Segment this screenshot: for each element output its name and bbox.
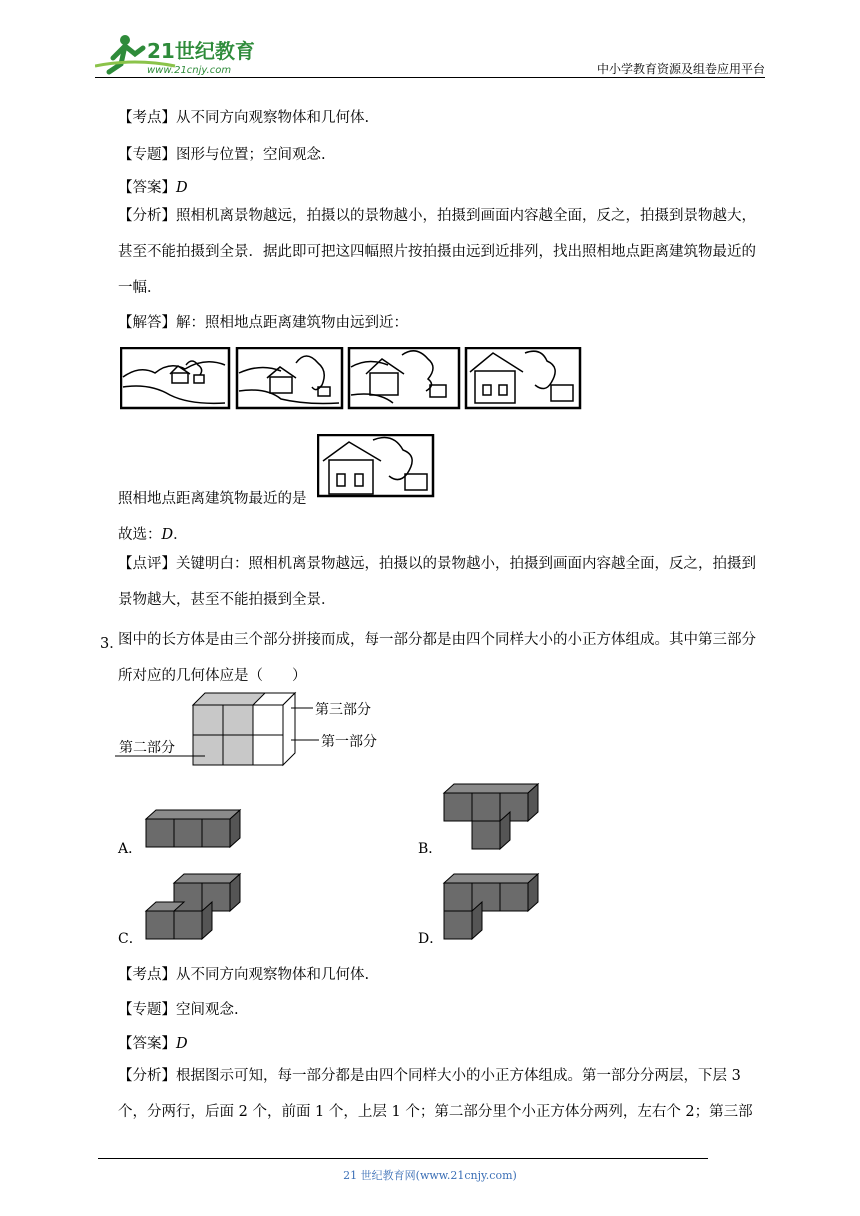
label-part3: 第三部分 [315,702,371,718]
photo-1 [121,348,229,408]
q2-kaodian: 【考点】从不同方向观察物体和几何体. [118,110,370,126]
photo-2 [237,348,342,408]
header-divider [95,77,765,78]
q2-choice-end: ． [173,527,188,543]
option-b-label[interactable]: B． [418,841,443,857]
header-platform-text: 中小学教育资源及组卷应用平台 [596,62,765,76]
q3-analysis: 【分析】根据图示可知，每一部分都是由四个同样大小的小正方体组成。第一部分分两层，下层 3 个，分两行，后面 2 个，前面 1 个，上层 1 个；第二部分里个小正方体分两列，左右个 2；第三部 [118,1068,753,1120]
photo-closest [317,434,435,498]
photo-4 [466,348,580,408]
q3-cuboid-figure [115,690,395,780]
q3-answer-label: 【答案】 [118,1036,176,1052]
q2-answer [118,176,188,197]
label-part1: 第一部分 [321,734,377,750]
q3-stem: 图中的长方体是由三个部分拼接而成，每一部分都是由四个同样大小的小正方体组成。其中第三部分所对应的几何体应是（ ） [118,632,756,684]
q2-choice-label: 故选： [118,527,162,543]
option-b-figure[interactable] [442,782,542,852]
q2-answer-value: D [176,180,188,196]
q3-kaodian: 【考点】从不同方向观察物体和几何体. [118,967,370,983]
q3-answer-value: D [176,1036,188,1052]
footer-text[interactable]: 21 世纪教育网(www.21cnjy.com) [343,1169,517,1182]
option-c-figure[interactable] [144,872,244,942]
q2-answer-label: 【答案】 [118,180,176,196]
logo-url: www.21cnjy.com [147,65,232,76]
q2-choice-value: D [161,527,174,543]
q2-solution: 【解答】解：照相地点距离建筑物由远到近： [118,315,408,331]
q2-closest-text: 照相地点距离建筑物最近的是 [118,491,307,507]
q2-analysis: 【分析】照相机离景物越远，拍摄以的景物越小，拍摄到画面内容越全面，反之，拍摄到景物越大，甚至不能拍摄到全景．据此即可把这四幅照片按拍摄由远到近排列，找出照相地点距离建筑物最近的一幅． [118,208,756,296]
q2-choice [118,523,188,544]
footer-divider [98,1158,708,1159]
logo [95,28,255,78]
option-a-figure[interactable] [144,808,244,850]
q3-zhuanti: 【专题】空间观念. [118,1002,239,1018]
q2-zhuanti: 【专题】图形与位置；空间观念. [118,147,326,163]
logo-text: 21世纪教育 [147,39,255,63]
q2-comment: 【点评】关键明白：照相机离景物越远，拍摄以的景物越小，拍摄到画面内容越全面，反之，拍摄到景物越大，甚至不能拍摄到全景． [118,556,756,608]
photo-strip [120,347,582,411]
label-part2: 第二部分 [119,740,175,756]
photo-3 [349,348,459,408]
option-c-label[interactable]: C． [118,931,143,947]
option-d-label[interactable]: D． [418,931,444,947]
option-a-label[interactable]: A． [118,841,143,857]
q3-number: 3． [100,636,124,652]
option-d-figure[interactable] [442,872,542,942]
q3-answer [118,1032,188,1053]
page-header [95,28,765,80]
